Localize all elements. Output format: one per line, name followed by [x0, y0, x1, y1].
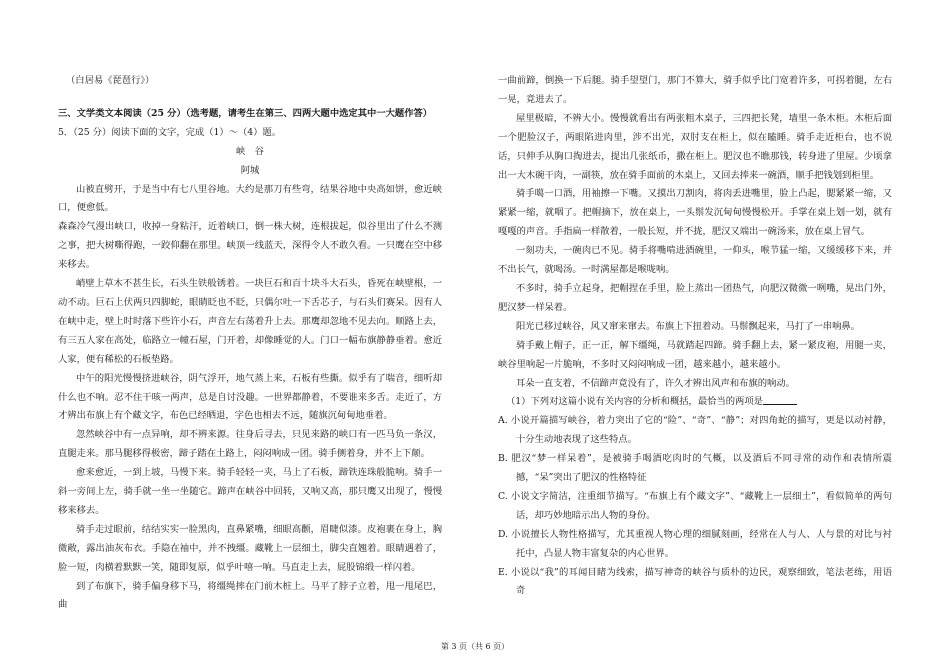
- question-intro: 5．（25 分）阅读下面的文字，完成（1）～（4）题。: [58, 126, 282, 138]
- poem-citation: （白居易《琵琶行》）: [66, 75, 155, 86]
- option-letter: B.: [498, 453, 508, 465]
- story-paragraph: 山被直劈开，于是当中有七八里谷地。大约是那刀有些弯，结果谷地中央高如饼，愈近峡口，便愈低。: [58, 183, 442, 214]
- story-paragraph: 一曲前蹄，倒换一下后腿。骑手望望门，那门不算大，骑手似乎比门宽着许多，可拐着腿，左右一晃，竟进去了。: [498, 75, 892, 105]
- story-paragraph: 愈来愈近，一到上坡，马慢下来。骑手轻轻一夹，马上了石板，蹄铁连珠般脆响。骑手一斜一旁间上左，骑手就一坐一坐随它。蹄声在峡谷中回转，又响又高，那只鹰又出现了，慢慢移来移去。: [58, 467, 442, 516]
- story-paragraph: 忽然峡谷中有一点异响，却不辨来源。往身后寻去，只见来路的峡口有一匹马负一条汉，直腿走来。那马腿移得极密，蹄子踏在土路上，闷闷响成一团。骑手侧着身，并不上下颠。: [58, 429, 442, 460]
- right-column: [498, 72, 892, 601]
- option-d: [498, 526, 892, 564]
- option-text: 小说以“我”的耳闻目睹为线索，描写神奇的峡谷与质朴的边民，观察细致，笔法老练，用语奇: [510, 566, 892, 597]
- option-text: 肥汉“梦一样呆着”，是被骑手喝酒吃肉时的气概，以及酒后不同寻常的动作和表情所震撼，“呆”突出了肥汉的性格特征: [511, 453, 892, 484]
- story-author: 阿城: [240, 164, 260, 176]
- story-paragraph: 一刻功夫，一碗肉已不见。骑手将嘴啃进酒碗里，一仰头，喉节猛一缩，又缓缓移下来，并不出长气，就喝汤。一时满屋都是喉咙响。: [498, 245, 892, 276]
- story-paragraph: 到了布旗下，骑手偏身移下马，将缰绳摔在门前木桩上。马平了脖子立着，甩一甩尾巴，曲: [58, 580, 442, 611]
- section-heading: 三、文学类文本阅读（25 分）（选考题，请考生在第三、四两大题中选定其中一大题作答）: [58, 107, 433, 119]
- story-paragraph: 骑手走过眼前，结结实实一脸黑肉，直鼻紧嘴，细眼高颧，眉睫似漆。皮袍裹在身上，胸微敞，露出油灰布衣。手隐在袖中，并不拽缰。藏靴上一层细土，脚尖直翘着。眼睛遇着了，脸一短，肉横着默默一笑，随即复原，似乎叶嘻一响。马直走上去，屁股锦缎一样闪着。: [58, 523, 442, 573]
- story-paragraph: 耳朵一直支着，不信蹄声竟没有了，许久才辨出风声和布旗的响动。: [516, 377, 795, 389]
- option-letter: E.: [498, 566, 508, 578]
- option-text: 小说擅长人物性格描写，尤其重视人物心理的细腻刻画，经常在人与人、人与景的对比与衬托中，凸显人物丰富复杂的内心世界。: [511, 528, 892, 559]
- option-e: [498, 564, 892, 602]
- answer-blank: [763, 394, 797, 405]
- left-column: [58, 72, 442, 615]
- spacer: [58, 91, 442, 105]
- option-b: [498, 450, 892, 488]
- option-text: 小说文字简洁，注重细节描写。“布旗上有个藏文字”、“藏靴上一层细土”，看似简单的两句话，却巧妙地暗示出人物的身份。: [510, 490, 892, 521]
- story-paragraph: 森森冷气漫出峡口，收掉一身粘汗，近着峡口，倒一株大树，连根拔起，似谷里出了什么不测之事，把大树嘶得跑，一跤仰翻在那里。峡顶一线蓝天，深得令人不敢久看。一只鹰在空中移来移去。: [58, 221, 442, 271]
- story-paragraph: 不多时，骑手立起身，把帽捏在手里，脸上蒸出一团热气，向肥汉微微一咧嘴，晃出门外，肥汉梦一样呆着。: [498, 282, 892, 313]
- story-paragraph: 屋里极暗，不辨大小。慢慢就看出有两张粗木桌子，三四把长凳，墙里一条木柜。木柜后面一个肥脸汉子，两眼陷进肉里，涉不出光，双肘支在柜上，似在瞌睡。骑手走近柜台，也不说话，只伸手从胸口掏进去，提出几张纸币，撒在柜上。肥汉也不瞧那钱，转身进了里屋。少顷拿出一大木碗干肉，一副筷，放在骑手面前的木桌上，又回去捧来一碗酒，顺手把钱划到柜里。: [498, 112, 892, 181]
- option-text: 小说开篇描写峡谷，着力突出了它的“险”、“奇”、“静”；对四角蛇的描写，更是以动衬静，十分生动地表现了这些特点。: [510, 415, 892, 446]
- story-paragraph: 峭壁上草木不甚生长，石头生铁般锈着。一块巨石和百十块斗大石头，昏死在峡壁根，一动不动。巨石上伏两只四脚蛇，眼睛眨也不眨，只偶尔吐一下舌芯子，与石头们赛呆。因有人在峡中走，壁上时时落下些许小石，声音左右荡着升上去。那鹰却忽地不见去向。顺路上去，有三五人家在高处，临路立一幢石屋，门开着，却像睡觉的人。门口一幅布旗静静垂着。愈近人家，便有稀松的石板垫路。: [58, 278, 442, 365]
- question-stem-text: （1）下列对这篇小说有关内容的分析和概括，最恰当的两项是: [506, 396, 763, 408]
- page-footer: 第 3 页（共 6 页）: [440, 642, 510, 651]
- question-stem: [498, 393, 892, 412]
- story-paragraph: 阳光已移过峡谷，风又窜来窜去。布旗上下扭着动。马鬃飘起来，马打了一串响鼻。: [516, 320, 860, 332]
- story-title: 峡 谷: [236, 145, 264, 157]
- story-paragraph: 骑手戴上帽子，正一正，解下缰绳，马就踏起四蹄。骑手翻上去，紧一紧皮袍，用腿一夹，峡谷里响起一片脆响，不多时又闷闷响成一团，越来越小，越来越小。: [498, 339, 892, 370]
- story-paragraph: 骑手噶一口酒，用袖擦一下嘴。又摸出刀割肉，将肉丢进嘴里，脸上凸起，腮紧紧一缩，又紧紧一缩，就咽了。把帽摘下，放在桌上，一头鬃发沉甸甸慢慢松开。手掌在桌上划一划，就有嘎嘎的声音。手指扁一样散着，一般长短，并不拢，肥汉又端出一碗汤来，放在桌上冒气。: [498, 188, 892, 238]
- option-a: [498, 412, 892, 450]
- option-letter: C.: [498, 490, 508, 502]
- option-letter: D.: [498, 528, 509, 540]
- option-c: [498, 488, 892, 526]
- option-letter: A.: [498, 415, 508, 427]
- story-paragraph: 中午的阳光慢慢挤进峡谷，阴气浮开，地气蒸上来，石板有些撕。似乎有了喘音，细听却什么也不响。忍不住干咳一两声，总是自讨没趣。一世界都静着，不要谁来多舌。走近了，方才辨出布旗上有个藏文字，布色已经晒退，字色也相去不远，随旗沉甸甸地垂着。: [58, 372, 442, 422]
